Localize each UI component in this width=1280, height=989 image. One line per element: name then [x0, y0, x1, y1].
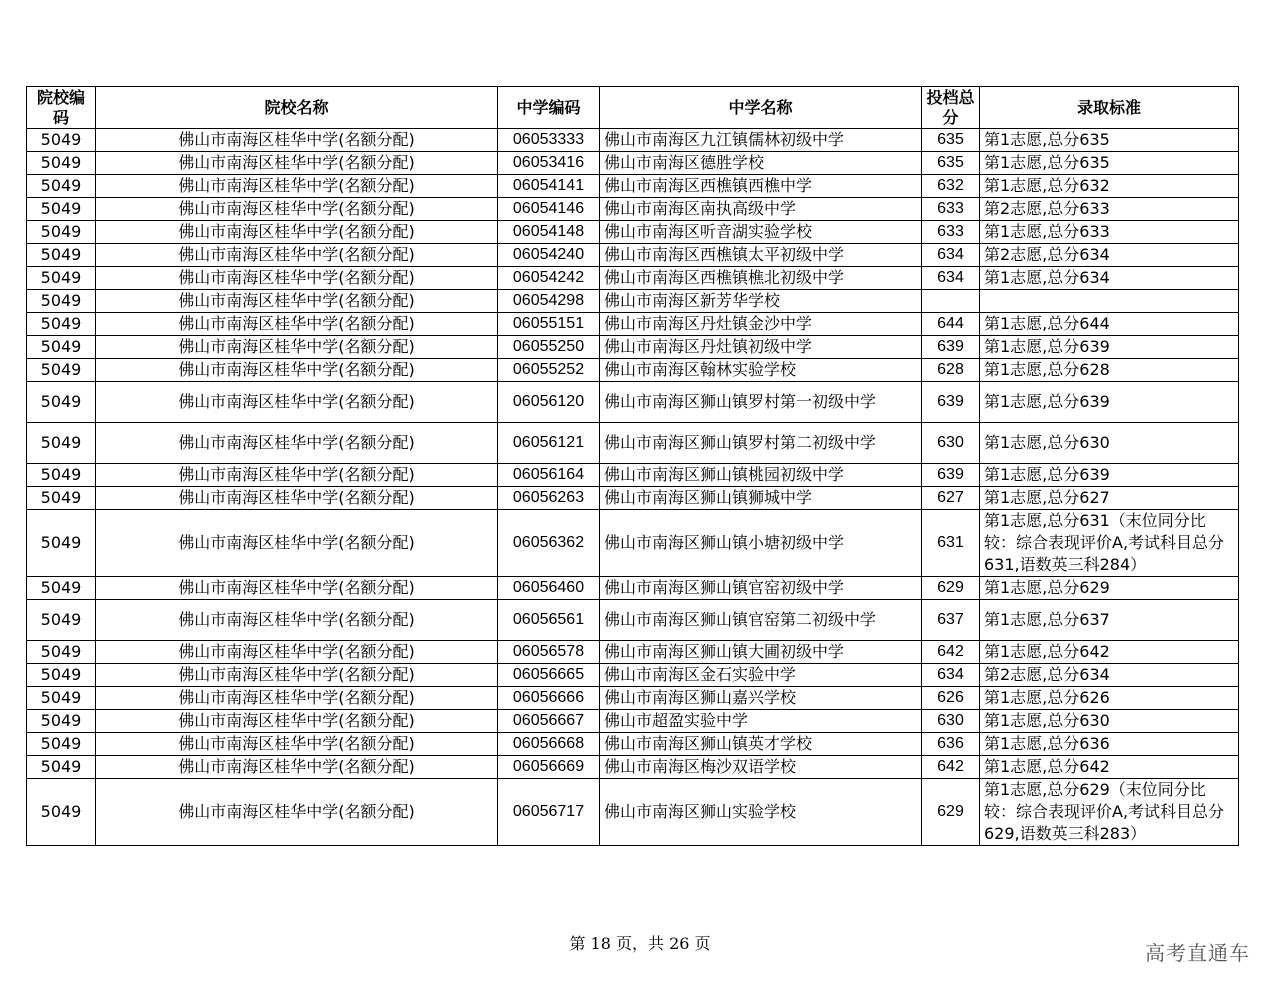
- header-school-name: 院校名称: [96, 87, 498, 129]
- table-row: [27, 221, 1239, 244]
- cell-school-name: 佛山市南海区桂华中学(名额分配): [96, 267, 498, 290]
- cell-mid-name: 佛山市南海区丹灶镇初级中学: [600, 336, 922, 359]
- cell-school-name: 佛山市南海区桂华中学(名额分配): [96, 359, 498, 382]
- cell-score: 630: [922, 710, 980, 733]
- table-row: [27, 577, 1239, 600]
- cell-standard: 第1志愿,总分642: [980, 641, 1239, 664]
- header-mid-name: 中学名称: [600, 87, 922, 129]
- cell-mid-code: 06056362: [498, 510, 600, 577]
- cell-school-name: 佛山市南海区桂华中学(名额分配): [96, 756, 498, 779]
- cell-mid-code: 06056263: [498, 487, 600, 510]
- cell-school-code: 5049: [27, 152, 96, 175]
- cell-mid-code: 06055151: [498, 313, 600, 336]
- cell-mid-code: 06054242: [498, 267, 600, 290]
- cell-mid-name: 佛山市南海区德胜学校: [600, 152, 922, 175]
- cell-standard: 第2志愿,总分633: [980, 198, 1239, 221]
- cell-score: 644: [922, 313, 980, 336]
- page-footer: 第 18 页，共 26 页: [569, 934, 711, 953]
- cell-mid-name: 佛山市南海区翰林实验学校: [600, 359, 922, 382]
- cell-school-name: 佛山市南海区桂华中学(名额分配): [96, 129, 498, 152]
- cell-mid-code: 06056667: [498, 710, 600, 733]
- table-row: [27, 267, 1239, 290]
- cell-school-name: 佛山市南海区桂华中学(名额分配): [96, 152, 498, 175]
- cell-mid-name: 佛山市南海区南执高级中学: [600, 198, 922, 221]
- cell-standard: 第1志愿,总分636: [980, 733, 1239, 756]
- cell-mid-name: 佛山市南海区梅沙双语学校: [600, 756, 922, 779]
- cell-mid-code: 06056665: [498, 664, 600, 687]
- cell-score: 636: [922, 733, 980, 756]
- cell-school-name: 佛山市南海区桂华中学(名额分配): [96, 710, 498, 733]
- cell-score: 630: [922, 423, 980, 464]
- cell-mid-code: 06054141: [498, 175, 600, 198]
- cell-school-code: 5049: [27, 221, 96, 244]
- cell-mid-name: 佛山市南海区西樵镇樵北初级中学: [600, 267, 922, 290]
- cell-school-name: 佛山市南海区桂华中学(名额分配): [96, 336, 498, 359]
- cell-standard: 第1志愿,总分635: [980, 152, 1239, 175]
- header-score: 投档总分: [922, 87, 980, 129]
- cell-standard: 第1志愿,总分632: [980, 175, 1239, 198]
- cell-standard: 第1志愿,总分637: [980, 600, 1239, 641]
- table-row: [27, 359, 1239, 382]
- cell-mid-code: 06056561: [498, 600, 600, 641]
- cell-mid-code: 06054146: [498, 198, 600, 221]
- cell-school-code: 5049: [27, 710, 96, 733]
- cell-standard: 第1志愿,总分642: [980, 756, 1239, 779]
- table-row: [27, 710, 1239, 733]
- cell-school-name: 佛山市南海区桂华中学(名额分配): [96, 221, 498, 244]
- table-row: [27, 382, 1239, 423]
- cell-mid-name: 佛山市南海区狮山嘉兴学校: [600, 687, 922, 710]
- table-row: [27, 244, 1239, 267]
- cell-school-code: 5049: [27, 779, 96, 846]
- cell-school-name: 佛山市南海区桂华中学(名额分配): [96, 733, 498, 756]
- table-row: [27, 641, 1239, 664]
- table-row: [27, 175, 1239, 198]
- cell-score: 633: [922, 221, 980, 244]
- cell-score: [922, 290, 980, 313]
- cell-score: 629: [922, 577, 980, 600]
- cell-mid-code: 06055250: [498, 336, 600, 359]
- cell-mid-name: 佛山市南海区狮山镇英才学校: [600, 733, 922, 756]
- cell-mid-name: 佛山市超盈实验中学: [600, 710, 922, 733]
- cell-school-code: 5049: [27, 382, 96, 423]
- cell-mid-name: 佛山市南海区狮山镇罗村第二初级中学: [600, 423, 922, 464]
- cell-school-code: 5049: [27, 687, 96, 710]
- cell-mid-code: 06056120: [498, 382, 600, 423]
- table-row: [27, 423, 1239, 464]
- cell-mid-name: 佛山市南海区狮山镇桃园初级中学: [600, 464, 922, 487]
- cell-school-name: 佛山市南海区桂华中学(名额分配): [96, 423, 498, 464]
- cell-school-code: 5049: [27, 664, 96, 687]
- table-row: [27, 313, 1239, 336]
- cell-school-code: 5049: [27, 464, 96, 487]
- table-row: [27, 129, 1239, 152]
- cell-score: 628: [922, 359, 980, 382]
- cell-score: 635: [922, 152, 980, 175]
- table-row: [27, 510, 1239, 577]
- table-row: [27, 779, 1239, 846]
- table-row: [27, 664, 1239, 687]
- cell-mid-code: 06056668: [498, 733, 600, 756]
- cell-school-code: 5049: [27, 313, 96, 336]
- cell-score: 626: [922, 687, 980, 710]
- cell-mid-code: 06056164: [498, 464, 600, 487]
- cell-standard: 第1志愿,总分639: [980, 336, 1239, 359]
- admission-table: [26, 86, 1239, 846]
- cell-mid-code: 06056666: [498, 687, 600, 710]
- cell-score: 635: [922, 129, 980, 152]
- cell-standard: [980, 290, 1239, 313]
- cell-score: 627: [922, 487, 980, 510]
- cell-school-name: 佛山市南海区桂华中学(名额分配): [96, 290, 498, 313]
- cell-school-code: 5049: [27, 244, 96, 267]
- cell-mid-code: 06054240: [498, 244, 600, 267]
- cell-mid-code: 06056460: [498, 577, 600, 600]
- cell-mid-name: 佛山市南海区新芳华学校: [600, 290, 922, 313]
- cell-school-code: 5049: [27, 267, 96, 290]
- cell-standard: 第1志愿,总分639: [980, 382, 1239, 423]
- header-mid-code: 中学编码: [498, 87, 600, 129]
- cell-school-name: 佛山市南海区桂华中学(名额分配): [96, 664, 498, 687]
- table-row: [27, 464, 1239, 487]
- cell-school-name: 佛山市南海区桂华中学(名额分配): [96, 198, 498, 221]
- cell-school-code: 5049: [27, 336, 96, 359]
- cell-mid-code: 06054148: [498, 221, 600, 244]
- cell-school-code: 5049: [27, 733, 96, 756]
- watermark: 高考直通车: [1145, 941, 1250, 965]
- cell-school-code: 5049: [27, 359, 96, 382]
- header-school-code: 院校编码: [27, 87, 96, 129]
- cell-school-code: 5049: [27, 510, 96, 577]
- cell-score: 642: [922, 756, 980, 779]
- cell-score: 642: [922, 641, 980, 664]
- cell-standard: 第1志愿,总分629（末位同分比较：综合表现评价A,考试科目总分629,语数英三科283）: [980, 779, 1239, 846]
- cell-standard: 第1志愿,总分639: [980, 464, 1239, 487]
- cell-mid-name: 佛山市南海区狮山镇官窑初级中学: [600, 577, 922, 600]
- cell-school-name: 佛山市南海区桂华中学(名额分配): [96, 244, 498, 267]
- cell-school-name: 佛山市南海区桂华中学(名额分配): [96, 487, 498, 510]
- cell-score: 632: [922, 175, 980, 198]
- cell-school-code: 5049: [27, 198, 96, 221]
- cell-standard: 第1志愿,总分630: [980, 710, 1239, 733]
- cell-score: 639: [922, 336, 980, 359]
- cell-school-name: 佛山市南海区桂华中学(名额分配): [96, 687, 498, 710]
- cell-mid-name: 佛山市南海区狮山镇大圃初级中学: [600, 641, 922, 664]
- cell-school-code: 5049: [27, 175, 96, 198]
- header-standard: 录取标准: [980, 87, 1239, 129]
- cell-school-code: 5049: [27, 487, 96, 510]
- cell-mid-code: 06056717: [498, 779, 600, 846]
- cell-mid-code: 06055252: [498, 359, 600, 382]
- header-row: [27, 87, 1239, 129]
- cell-school-name: 佛山市南海区桂华中学(名额分配): [96, 510, 498, 577]
- cell-mid-name: 佛山市南海区狮山镇官窑第二初级中学: [600, 600, 922, 641]
- cell-mid-name: 佛山市南海区狮山镇狮城中学: [600, 487, 922, 510]
- cell-standard: 第1志愿,总分644: [980, 313, 1239, 336]
- cell-mid-code: 06053333: [498, 129, 600, 152]
- cell-score: 633: [922, 198, 980, 221]
- cell-school-code: 5049: [27, 423, 96, 464]
- table-row: [27, 600, 1239, 641]
- cell-mid-name: 佛山市南海区狮山镇罗村第一初级中学: [600, 382, 922, 423]
- cell-standard: 第1志愿,总分635: [980, 129, 1239, 152]
- cell-school-name: 佛山市南海区桂华中学(名额分配): [96, 313, 498, 336]
- table-row: [27, 687, 1239, 710]
- cell-score: 634: [922, 244, 980, 267]
- cell-score: 639: [922, 464, 980, 487]
- cell-score: 637: [922, 600, 980, 641]
- cell-standard: 第1志愿,总分633: [980, 221, 1239, 244]
- table-row: [27, 733, 1239, 756]
- table-row: [27, 290, 1239, 313]
- cell-standard: 第1志愿,总分626: [980, 687, 1239, 710]
- cell-mid-code: 06056669: [498, 756, 600, 779]
- cell-score: 639: [922, 382, 980, 423]
- cell-mid-code: 06056121: [498, 423, 600, 464]
- cell-mid-name: 佛山市南海区狮山实验学校: [600, 779, 922, 846]
- cell-school-code: 5049: [27, 756, 96, 779]
- cell-score: 634: [922, 267, 980, 290]
- cell-school-code: 5049: [27, 641, 96, 664]
- table-row: [27, 487, 1239, 510]
- cell-school-name: 佛山市南海区桂华中学(名额分配): [96, 464, 498, 487]
- cell-school-name: 佛山市南海区桂华中学(名额分配): [96, 641, 498, 664]
- cell-standard: 第1志愿,总分629: [980, 577, 1239, 600]
- cell-school-name: 佛山市南海区桂华中学(名额分配): [96, 779, 498, 846]
- cell-score: 629: [922, 779, 980, 846]
- cell-mid-name: 佛山市南海区西樵镇太平初级中学: [600, 244, 922, 267]
- cell-school-code: 5049: [27, 129, 96, 152]
- cell-mid-code: 06053416: [498, 152, 600, 175]
- cell-school-name: 佛山市南海区桂华中学(名额分配): [96, 600, 498, 641]
- table-row: [27, 198, 1239, 221]
- cell-standard: 第2志愿,总分634: [980, 244, 1239, 267]
- cell-mid-code: 06054298: [498, 290, 600, 313]
- cell-mid-code: 06056578: [498, 641, 600, 664]
- cell-school-name: 佛山市南海区桂华中学(名额分配): [96, 577, 498, 600]
- cell-school-code: 5049: [27, 577, 96, 600]
- cell-mid-name: 佛山市南海区九江镇儒林初级中学: [600, 129, 922, 152]
- cell-score: 634: [922, 664, 980, 687]
- cell-mid-name: 佛山市南海区金石实验中学: [600, 664, 922, 687]
- table-row: [27, 756, 1239, 779]
- cell-standard: 第1志愿,总分627: [980, 487, 1239, 510]
- cell-mid-name: 佛山市南海区狮山镇小塘初级中学: [600, 510, 922, 577]
- table-row: [27, 152, 1239, 175]
- cell-standard: 第1志愿,总分634: [980, 267, 1239, 290]
- cell-mid-name: 佛山市南海区听音湖实验学校: [600, 221, 922, 244]
- cell-school-code: 5049: [27, 290, 96, 313]
- table-body: [27, 129, 1239, 846]
- cell-school-code: 5049: [27, 600, 96, 641]
- cell-mid-name: 佛山市南海区丹灶镇金沙中学: [600, 313, 922, 336]
- cell-standard: 第1志愿,总分630: [980, 423, 1239, 464]
- cell-school-name: 佛山市南海区桂华中学(名额分配): [96, 175, 498, 198]
- table-row: [27, 336, 1239, 359]
- cell-standard: 第1志愿,总分628: [980, 359, 1239, 382]
- cell-mid-name: 佛山市南海区西樵镇西樵中学: [600, 175, 922, 198]
- cell-score: 631: [922, 510, 980, 577]
- cell-standard: 第2志愿,总分634: [980, 664, 1239, 687]
- cell-standard: 第1志愿,总分631（末位同分比较：综合表现评价A,考试科目总分631,语数英三科284）: [980, 510, 1239, 577]
- cell-school-name: 佛山市南海区桂华中学(名额分配): [96, 382, 498, 423]
